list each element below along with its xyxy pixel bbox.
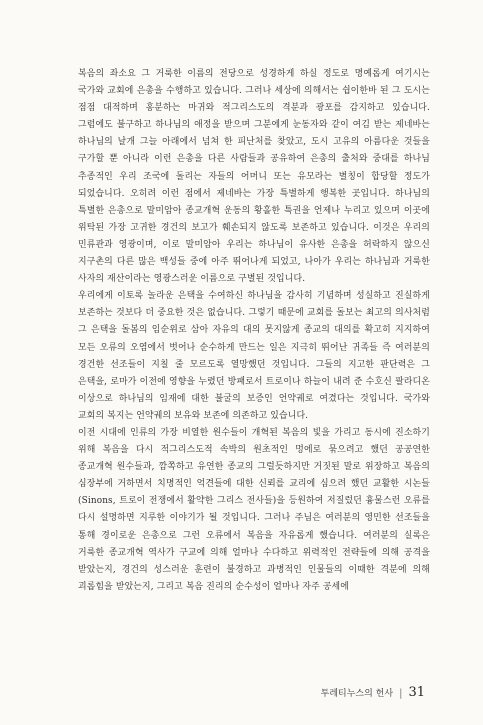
paragraph-3: 이전 시대에 인류의 가장 비열한 원수들이 개혁된 복음의 빛을 가리고 동시에 진소하기 위해 복음을 다시 적그리스도적 속박의 원초적인 멍에로 묶으려고 했던 공공연한 종교개혁 원수들과, 깜쪽하고 유연한 종교의 그럴듯하지만 거짓된 말로 위장하고 복음의 심장부에 거하면서 치명적인 억견들에 대한 신뢰를 교리에 심으려 했던 교활한 시논들(Sinons, 트로이 전쟁에서 활약한 그리스 전사들)을 등원하여 저질렀던 흉물스런 오류를 다시 설명하면 지루한 이야기가 될 것입니다. 그러나 주님은 여러분의 영민한 선조들을 통해 경이로운 은총으로 그런 오류에서 복음을 자유롭게 했습니다. 여러분의 실록은 거룩한 종교개혁 역사가 구교에 의해 얼마나 수다하고 위력적인 전략들에 의해 공격을 받았는지, 경건의 성스러운 훈련이 불경하고 과병적인 인물들의 이때한 격분에 의해 괴롭힘을 받았는지, 그리고 복음 진리의 순수성이 얼마나 자주 공세에: [78, 427, 430, 592]
body-text: [78, 66, 430, 596]
page-number: 31: [408, 685, 425, 700]
footer-separator: |: [399, 688, 403, 699]
page-footer: [321, 685, 425, 700]
paragraph-2: 우리에게 이토록 놀라운 은택을 수여하신 하나님을 감사히 기념하며 성실하고 진실하게 보존하는 것보다 더 중요한 것은 없습니다. 그렇기 때문에 교회를 돌보는 최고의 의사처럼 그 은택을 돌봄의 임순위로 삼아 자유의 대의 못지않게 종교의 대의를 확고히 지지하여 모든 오류의 오염에서 벗어나 순수하게 만드는 일은 지극히 뛰어난 귀족들 즉 여러분의 경건한 선조들이 지칠 줄 모르도록 열망했던 것입니다. 그들의 지고한 판단력은 그 은택을, 로마가 이전에 영향을 누렸던 방패로서 트로이나 하늘이 내려 준 수호신 팔라디온 이상으로 하나님의 임재에 대한 불굴의 보증인 언약궤로 여겼다는 것입니다. 국가와 교회의 복지는 언약궤의 보유와 보존에 의존하고 있습니다.: [78, 291, 430, 421]
running-title: 투레티누스의 헌사: [320, 689, 394, 699]
paragraph-1: 복음의 좌소요 그 거룩한 이름의 전당으로 성경하게 하실 정도로 명예롭게 여기시는 국가와 교회에 은총을 수행하고 있습니다. 그러나 세상에 의해서는 쉽이한바 된 그 도시는 점점 대적하며 홍분하는 마귀와 적그리스도의 격분과 광포를 감지하고 있습니다. 그럼에도 불구하고 하나님의 애정을 받으며 그분에게 눈동자와 같이 여김 받는 제네바는 하나님의 날개 그늘 아래에서 넘쳐 한 피난처를 찾았고, 도시 고유의 아름다운 것들을 구가할 뿐 아니라 이런 은총을 다른 사람들과 공유하여 은총의 출처와 중대를 하나님 추종적인 우리 조국에 돌리는 자들의 어머니 또는 유모라는 별칭이 합당할 정도가 되었습니다. 오히려 이런 점에서 제네바는 가장 특별하게 행복한 곳입니다. 하나님의 특별한 은총으로 말미암아 종교개혁 운동의 황홀한 특권을 언제나 누리고 있으며 이곳에 위탁된 가장 고귀한 경건의 보고가 훼손되지 않도록 보존하고 있습니다. 이것은 우리의 민류관과 영광이며, 이로 말미암아 우리는 하나님이 유사한 은총을 허락하지 않으신 지구촌의 다른 많은 백성들 중에 아주 뛰어나게 되었고, 나아가 우리는 하나님과 거룩한 사자의 재산이라는 영광스러운 이름으로 구별된 것입니다.: [78, 69, 430, 285]
